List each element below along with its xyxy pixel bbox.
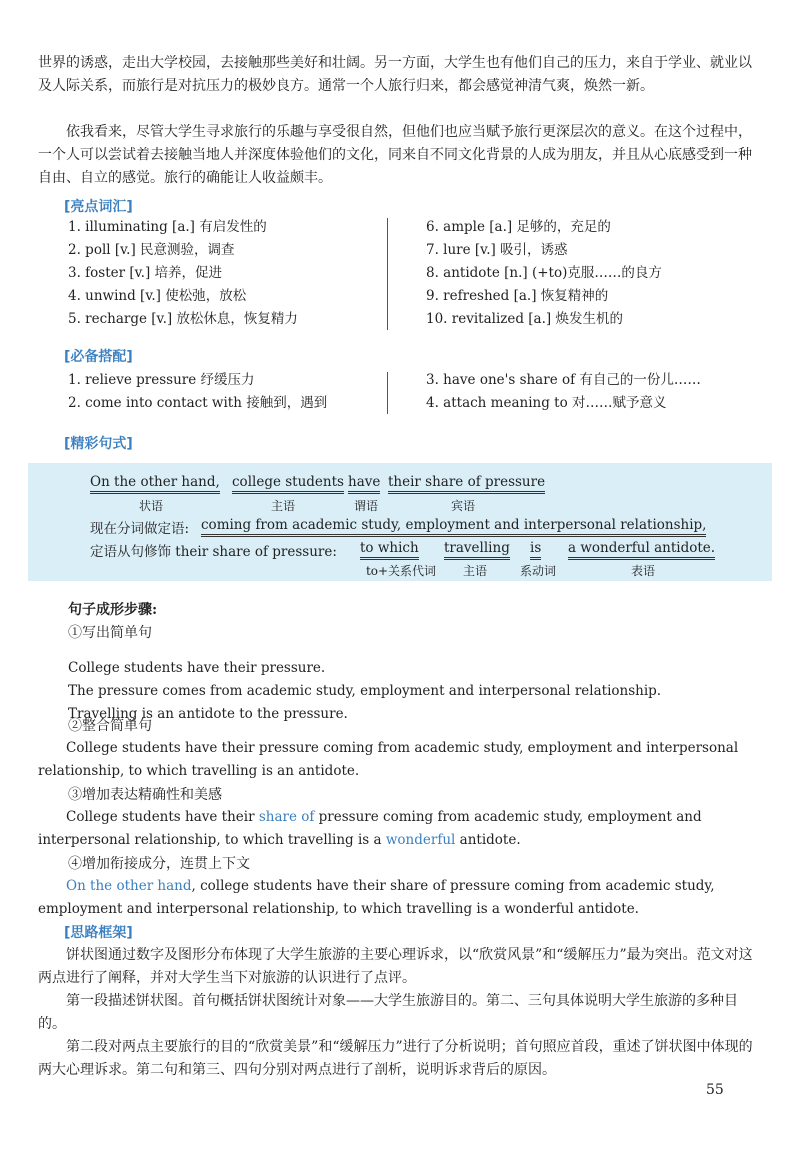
collocation-list-right (426, 369, 701, 415)
sentence-segment: travelling (444, 540, 510, 560)
vocab-divider (387, 218, 388, 330)
sentence-segment: On the other hand, (90, 474, 220, 494)
vocab-item: 9. refreshed [a.] 恢复精神的 (426, 288, 609, 304)
step-heading: ④增加衔接成分，连贯上下文 (68, 856, 250, 872)
grammar-role-label: 系动词 (519, 564, 556, 578)
vocab-item: 1. illuminating [a.] 有启发性的 (68, 219, 267, 235)
grammar-role-label: 状语 (138, 499, 163, 513)
heading-sentence: [精彩句式] (64, 436, 133, 452)
collocation-list-left (68, 369, 327, 415)
heading-collocations: [必备搭配] (64, 349, 133, 365)
sentence-segment: is (530, 540, 541, 560)
vocab-item: 8. antidote [n.] (+to)克服……的良方 (426, 265, 662, 281)
vocab-item: 6. ample [a.] 足够的，充足的 (426, 219, 611, 235)
heading-framework: [思路框架] (64, 925, 133, 941)
example-sentence: College students have their share of pressure coming from academic study, employment and interpersonal relationship, to which travelling is a wonderful antidote. (38, 809, 702, 848)
paragraph-framework-2: 第一段描述饼状图。首句概括饼状图统计对象——大学生旅游目的。第二、三句具体说明大学生旅游的多种目的。 (38, 993, 738, 1032)
page-number: 55 (706, 1082, 724, 1098)
example-sentence: The pressure comes from academic study, employment and interpersonal relationship. (68, 682, 662, 699)
paragraph-1: 世界的诱惑，走出大学校园，去接触那些美好和壮阔。另一方面，大学生也有他们自己的压力，来自于学业、就业以及人际关系，而旅行是对抗压力的极妙良方。通常一个人旅行归来，都会感觉神清气爽，焕然一新。 (38, 55, 752, 94)
sentence-segment: college students (232, 474, 344, 494)
example-sentence: Travelling is an antidote to the pressure. (68, 705, 348, 722)
vocab-list-left (68, 216, 298, 331)
collocation-item: 3. have one's share of 有自己的一份儿…… (426, 372, 701, 388)
grammar-role-label: 宾语 (450, 499, 475, 513)
participle-label: 现在分词做定语: (90, 521, 190, 537)
collocation-item: 1. relieve pressure 纾缓压力 (68, 372, 255, 388)
paragraph-framework-3: 第二段对两点主要旅行的目的“欣赏美景”和“缓解压力”进行了分析说明；首句照应首段，重述了饼状图中体现的两大心理诉求。第二句和第三、四句分别对两点进行了剖析，说明诉求背后的原因。 (38, 1039, 753, 1078)
clause-label: 定语从句修饰 their share of pressure: (90, 544, 337, 560)
example-sentence: College students have their pressure. (68, 659, 326, 676)
vocab-item: 10. revitalized [a.] 焕发生机的 (426, 311, 623, 327)
vocab-item: 2. poll [v.] 民意测验，调查 (68, 242, 235, 258)
vocab-item: 5. recharge [v.] 放松休息，恢复精力 (68, 311, 298, 327)
step-heading: ①写出简单句 (68, 625, 152, 641)
example-sentence: College students have their pressure coming from academic study, employment and interpersonal relationship, to which travelling is an antidote. (38, 740, 739, 779)
step-heading: ③增加表达精确性和美感 (68, 787, 222, 803)
collocation-divider (387, 372, 388, 414)
grammar-role-label: 表语 (630, 564, 655, 578)
example-sentence: On the other hand, college students have their share of pressure coming from academic study, employment and interpersonal relationship, to which travelling is a wonderful antidote. (38, 878, 715, 917)
collocation-item: 2. come into contact with 接触到，遇到 (68, 395, 328, 411)
sentence-segment: a wonderful antidote. (568, 540, 715, 560)
step-heading: ②整合简单句 (68, 718, 152, 734)
paragraph-framework-1: 饼状图通过数字及图形分布体现了大学生旅游的主要心理诉求，以“欣赏风景”和“缓解压力”最为突出。范文对这两点进行了阐释，并对大学生当下对旅游的认识进行了点评。 (38, 947, 753, 986)
vocab-item: 3. foster [v.] 培养，促进 (68, 265, 223, 281)
grammar-role-label: to+关系代词 (365, 564, 437, 578)
grammar-role-label: 谓语 (353, 499, 378, 513)
sentence-segment: have (348, 474, 380, 494)
vocab-item: 7. lure [v.] 吸引，诱惑 (426, 242, 568, 258)
heading-vocab: [亮点词汇] (64, 199, 133, 215)
grammar-role-label: 主语 (462, 564, 487, 578)
grammar-role-label: 主语 (270, 499, 295, 513)
vocab-list-right (426, 216, 662, 331)
collocation-item: 4. attach meaning to 对……赋予意义 (426, 395, 667, 411)
vocab-item: 4. unwind [v.] 使松弛，放松 (68, 288, 247, 304)
sentence-segment: to which (360, 540, 419, 560)
sentence-analysis-box (28, 463, 772, 581)
sentence-segment: coming from academic study, employment and interpersonal relationship, (201, 517, 706, 537)
steps-title: 句子成形步骤: (68, 602, 158, 618)
sentence-segment: their share of pressure (388, 474, 545, 494)
paragraph-2: 依我看来，尽管大学生寻求旅行的乐趣与享受很自然，但他们也应当赋予旅行更深层次的意义。在这个过程中，一个人可以尝试着去接触当地人并深度体验他们的文化，同来自不同文化背景的人成为朋友，并且从心底感受到一种自由、自立的感觉。旅行的确能让人收益颇丰。 (38, 124, 752, 186)
